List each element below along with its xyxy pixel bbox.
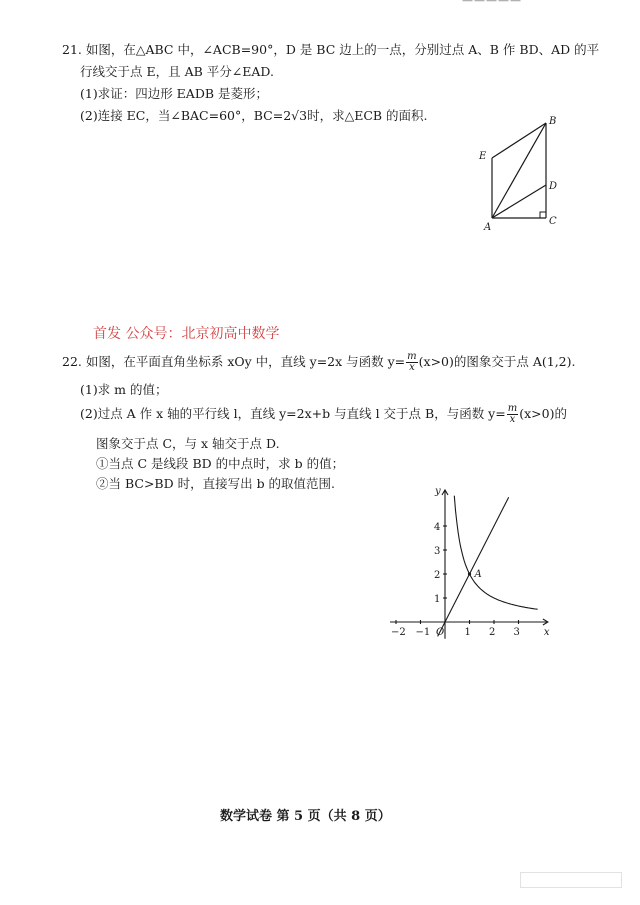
origin-label: O <box>436 627 445 638</box>
q22-part2 <box>80 404 567 425</box>
q22-line1 <box>62 352 575 373</box>
q22-sub2: ②当 BC>BD 时，直接写出 b 的取值范围. <box>96 476 336 491</box>
q21-label-D: D <box>549 181 558 192</box>
q21-part1: (1)求证：四边形 EADB 是菱形； <box>80 86 269 101</box>
scan-mark-box <box>520 872 622 888</box>
q21-label-E: E <box>479 151 487 162</box>
q21-segment-EB <box>492 123 546 158</box>
point-A-label: A <box>474 569 482 580</box>
x-tick-label: −1 <box>415 627 431 638</box>
q22-fraction <box>406 352 417 373</box>
point-A <box>468 572 471 575</box>
q22-part2-c: 图象交于点 C，与 x 轴交于点 D. <box>96 436 280 451</box>
q21-line2: 行线交于点 E，且 AB 平分∠EAD. <box>80 64 274 79</box>
q21-line1: 21. 如图，在△ABC 中，∠ACB=90°，D 是 BC 边上的一点，分别过点 A、B 作 BD、AD 的平 <box>62 42 600 57</box>
q21-part2: (2)连接 EC，当∠BAC=60°，BC=2√3时，求△ECB 的面积. <box>80 108 428 123</box>
q22-frac-num: m <box>407 351 417 362</box>
q21-segment-AB <box>492 123 546 218</box>
q22-frac-den: x <box>409 362 415 373</box>
q22-frac2-den: x <box>509 414 516 425</box>
q21-segment-AD <box>492 185 546 218</box>
q21-label-B: B <box>549 116 557 127</box>
x-tick-label: 2 <box>489 627 496 638</box>
q22-frac2-num: m <box>507 403 518 414</box>
inverse-proportion-curve <box>454 496 537 610</box>
y-tick-label: 1 <box>434 594 441 605</box>
x-axis-label: x <box>543 627 550 638</box>
q22-part2-a: (2)过点 A 作 x 轴的平行线 l，直线 y=2x+b 与直线 l 交于点 B，与函数 y= <box>80 406 506 421</box>
y-tick-label: 3 <box>434 546 441 557</box>
q22-line1-a: 22. 如图，在平面直角坐标系 xOy 中，直线 y=2x 与函数 y= <box>62 354 406 369</box>
header-corner-text: ————— <box>462 0 522 7</box>
y-axis-label: y <box>435 486 441 497</box>
q22-fraction-2 <box>507 404 518 425</box>
q22-line1-b: (x>0)的图象交于点 A(1,2). <box>418 354 576 369</box>
page-footer: 数学试卷 第 5 页（共 8 页） <box>220 809 391 824</box>
x-tick-label: 3 <box>513 627 520 638</box>
q21-right-angle-mark <box>540 212 546 218</box>
watermark-text: 首发 公众号：北京初高中数学 <box>93 326 280 342</box>
x-tick-label: −2 <box>391 627 406 638</box>
q22-part2-b: (x>0)的 <box>519 406 567 421</box>
y-tick-label: 2 <box>434 570 441 581</box>
coordinate-graph <box>390 485 565 645</box>
q22-sub1: ①当点 C 是线段 BD 的中点时，求 b 的值； <box>96 456 345 471</box>
x-tick-label: 1 <box>464 627 471 638</box>
y-tick-label: 4 <box>434 522 441 533</box>
q22-part1: (1)求 m 的值； <box>80 382 168 397</box>
q21-figure <box>470 110 580 238</box>
line-y-2x <box>438 497 509 636</box>
q21-label-C: C <box>549 216 557 227</box>
q21-label-A: A <box>484 222 492 233</box>
